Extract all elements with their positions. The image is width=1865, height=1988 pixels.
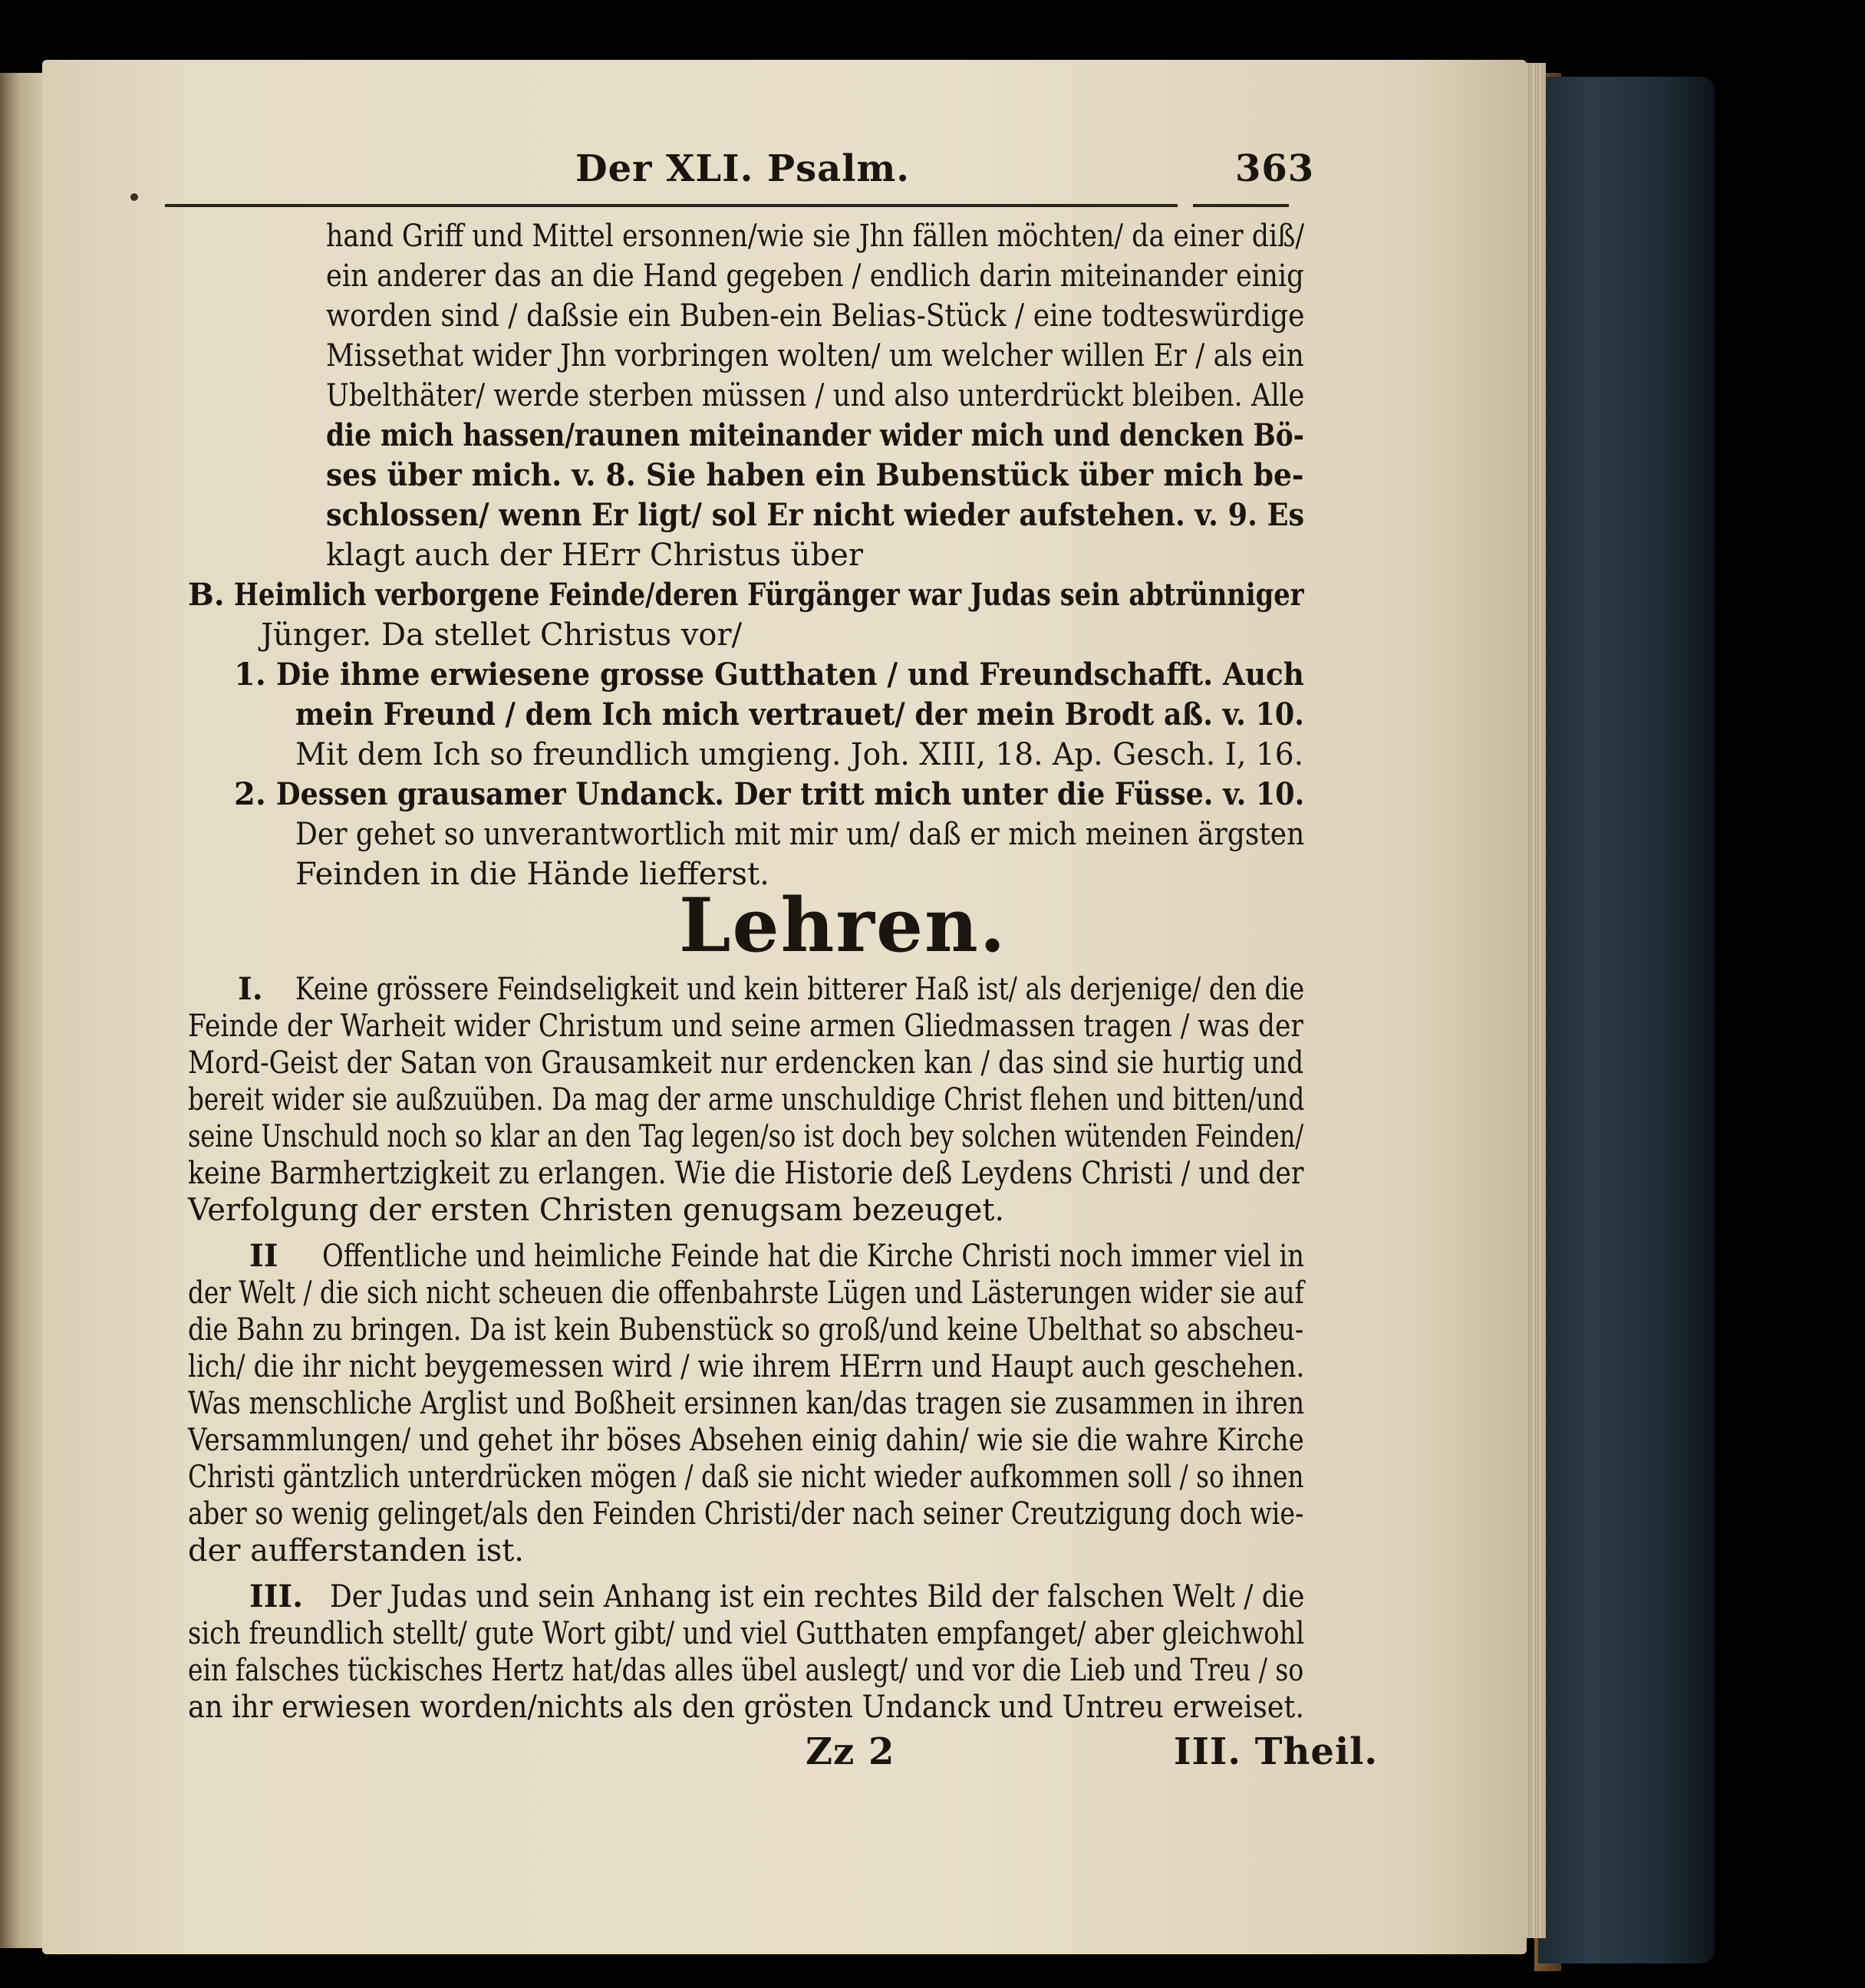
text-line: Dessen grausamer Undanck. Der tritt mich unter die Füsse. v. 10.: [276, 776, 1305, 812]
text-line: Jünger. Da stellet Christus vor/: [261, 617, 743, 653]
text-line: sich freundlich stellt/ gute Wort gibt/ und viel Gutthaten empfanget/ aber gleichwohl: [188, 1616, 1305, 1651]
text-line: Mord-Geist der Satan von Grausamkeit nur erdencken kan / das sind sie hurtig und: [188, 1045, 1304, 1081]
text-line: keine Barmhertzigkeit zu erlangen. Wie die Historie deß Leydens Christi / und der: [188, 1156, 1304, 1191]
text-line: bereit wider sie außzuüben. Da mag der arme unschuldige Christ flehen und bitten/und: [188, 1082, 1305, 1117]
text-line: worden sind / daßsie ein Buben-ein Belias-Stück / eine todteswürdige: [326, 298, 1305, 334]
page-number: 363: [1235, 147, 1315, 190]
text-line: mein Freund / dem Ich mich vertrauet/ der mein Brodt aß. v. 10.: [295, 696, 1304, 732]
section-marker: B.: [188, 577, 225, 613]
text-line: Feinde der Warheit wider Christum und seine armen Gliedmassen tragen / was der: [188, 1009, 1303, 1044]
lehre-marker: III.: [249, 1578, 304, 1614]
item-marker: 2.: [234, 776, 266, 812]
header-rule-right: [1193, 204, 1289, 207]
header-rule: [165, 204, 1178, 207]
text-line: Keine grössere Feindseligkeit und kein bitterer Haß ist/ als derjenige/ den die: [295, 972, 1305, 1007]
text-line: Feinden in die Hände liefferst.: [295, 857, 769, 892]
text-line: Offentliche und heimliche Feinde hat die Kirche Christi noch immer viel in: [322, 1239, 1304, 1274]
text-line: Missethat wider Jhn vorbringen wolten/ um welcher willen Er / als ein: [326, 338, 1304, 374]
text-line: ses über mich. v. 8. Sie haben ein Bubenstück über mich be-: [326, 457, 1304, 493]
text-line: Was menschliche Arglist und Boßheit ersinnen kan/das tragen sie zusammen in ihren: [188, 1386, 1305, 1421]
text-line: Der Judas und sein Anhang ist ein rechtes Bild der falschen Welt / die: [330, 1579, 1305, 1614]
lehre-marker: II: [249, 1238, 278, 1274]
running-title: Der XLI. Psalm.: [575, 147, 910, 190]
text-line: die Bahn zu bringen. Da ist kein Bubenstück so groß/und keine Ubelthat so abscheu-: [188, 1312, 1304, 1348]
text-line: Verfolgung der ersten Christen genugsam bezeuget.: [188, 1193, 1005, 1228]
text-line: schlossen/ wenn Er ligt/ sol Er nicht wieder aufstehen. v. 9. Es: [326, 497, 1305, 533]
text-line: klagt auch der HErr Christus über: [326, 538, 863, 573]
signature-mark: Zz 2: [806, 1730, 895, 1773]
text-line: Ubelthäter/ werde sterben müssen / und also unterdrückt bleiben. Alle: [326, 378, 1305, 413]
text-line: ein anderer das an die Hand gegeben / endlich darin miteinander einig: [326, 258, 1304, 294]
text-line: seine Unschuld noch so klar an den Tag legen/so ist doch bey solchen wütenden Feinden/: [188, 1119, 1304, 1154]
lehre-marker: I.: [238, 971, 263, 1007]
text-line: an ihr erwiesen worden/nichts als den grösten Undanck und Untreu erweiset.: [188, 1690, 1305, 1725]
text-line: aber so wenig gelinget/als den Feinden Christi/der nach seiner Creutzigung doch wie-: [188, 1496, 1304, 1532]
text-line: lich/ die ihr nicht beygemessen wird / wie ihrem HErrn und Haupt auch geschehen.: [188, 1349, 1305, 1384]
text-line: Der gehet so unverantwortlich mit mir um/ daß er mich meinen ärgsten: [295, 817, 1305, 852]
text-line: Christi gäntzlich unterdrücken mögen / daß sie nicht wieder aufkommen soll / so ihnen: [188, 1460, 1304, 1495]
catchword: III. Theil.: [1174, 1730, 1379, 1773]
item-marker: 1.: [234, 657, 266, 693]
text-line: die mich hassen/raunen miteinander wider mich und dencken Bö-: [326, 417, 1304, 453]
text-line: Versammlungen/ und gehet ihr böses Absehen einig dahin/ wie sie die wahre Kirche: [188, 1423, 1304, 1458]
text-line: Mit dem Ich so freundlich umgieng. Joh. XIII, 18. Ap. Gesch. I, 16.: [295, 737, 1304, 772]
section-heading: Lehren.: [679, 882, 1007, 969]
text-line: Heimlich verborgene Feinde/deren Fürgänger war Judas sein abtrünniger: [234, 577, 1304, 613]
text-line: der aufferstanden ist.: [188, 1533, 525, 1568]
text-line: der Welt / die sich nicht scheuen die offenbahrste Lügen und Lästerungen wider sie auf: [188, 1275, 1304, 1311]
text-line: Die ihme erwiesene grosse Gutthaten / und Freundschafft. Auch: [276, 657, 1304, 693]
text-line: ein falsches tückisches Hertz hat/das alles übel auslegt/ und vor die Lieb und Treu / so: [188, 1653, 1304, 1688]
ink-speck: [130, 193, 138, 201]
text-line: hand Griff und Mittel ersonnen/wie sie Jhn fällen möchten/ da einer diß/: [326, 219, 1305, 254]
